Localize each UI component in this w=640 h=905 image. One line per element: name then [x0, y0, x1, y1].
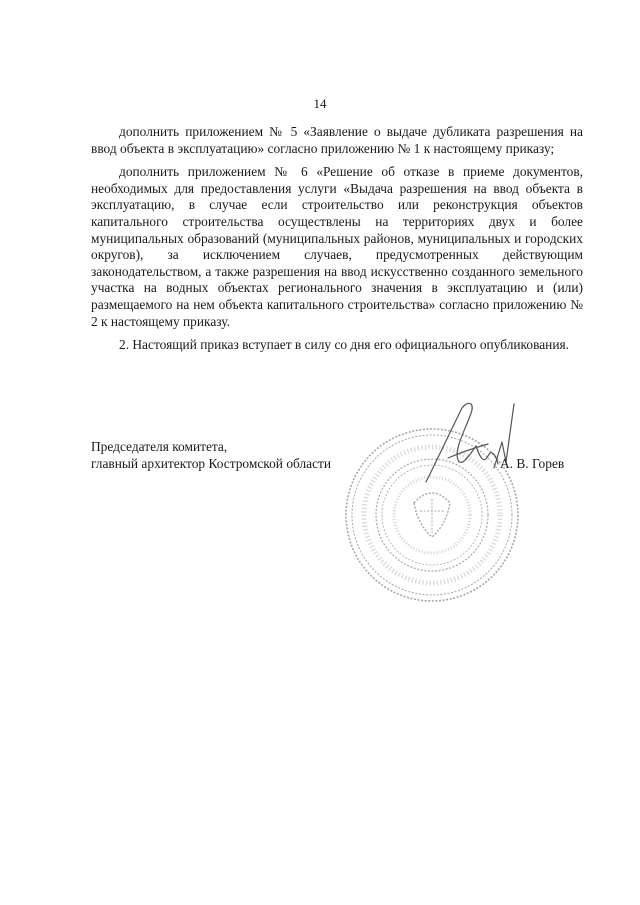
signatory-position-line-1: Председателя комитета,	[91, 439, 228, 454]
signatory-name: А. В. Горев	[500, 456, 565, 471]
signatory-position	[91, 438, 331, 472]
paragraph-effective-date: 2. Настоящий приказ вступает в силу со дня его официального опубликования.	[119, 337, 569, 353]
document-body	[91, 124, 583, 354]
paragraph-appendix-6: дополнить приложением № 6 «Решение об отказе в приеме документов, необходимых для предоставления услуги «Выдача разрешения на ввод объекта в эксплуатацию, в случае если строительство или реконструкция объектов капитального строительства осуществлены на территориях двух и более муниципальных образований (муниципальных районов, муниципальных и городских округов), за исключением случаев, предусмотренных действующим законодательством, а также разрешения на ввод искусственно созданного земельного участка на водных объектах регионального значения в эксплуатацию и (или) размещаемого на нем объекта капитального строительства» согласно приложению № 2 к настоящему приказу.	[91, 164, 583, 329]
handwritten-signature	[418, 398, 518, 488]
page-number: 14	[313, 96, 327, 111]
signatory-position-line-2: главный архитектор Костромской области	[91, 456, 332, 471]
paragraph-appendix-5: дополнить приложением № 5 «Заявление о выдаче дубликата разрешения на ввод объекта в эксплуатацию» согласно приложению № 1 к настоящему приказу;	[91, 124, 583, 156]
